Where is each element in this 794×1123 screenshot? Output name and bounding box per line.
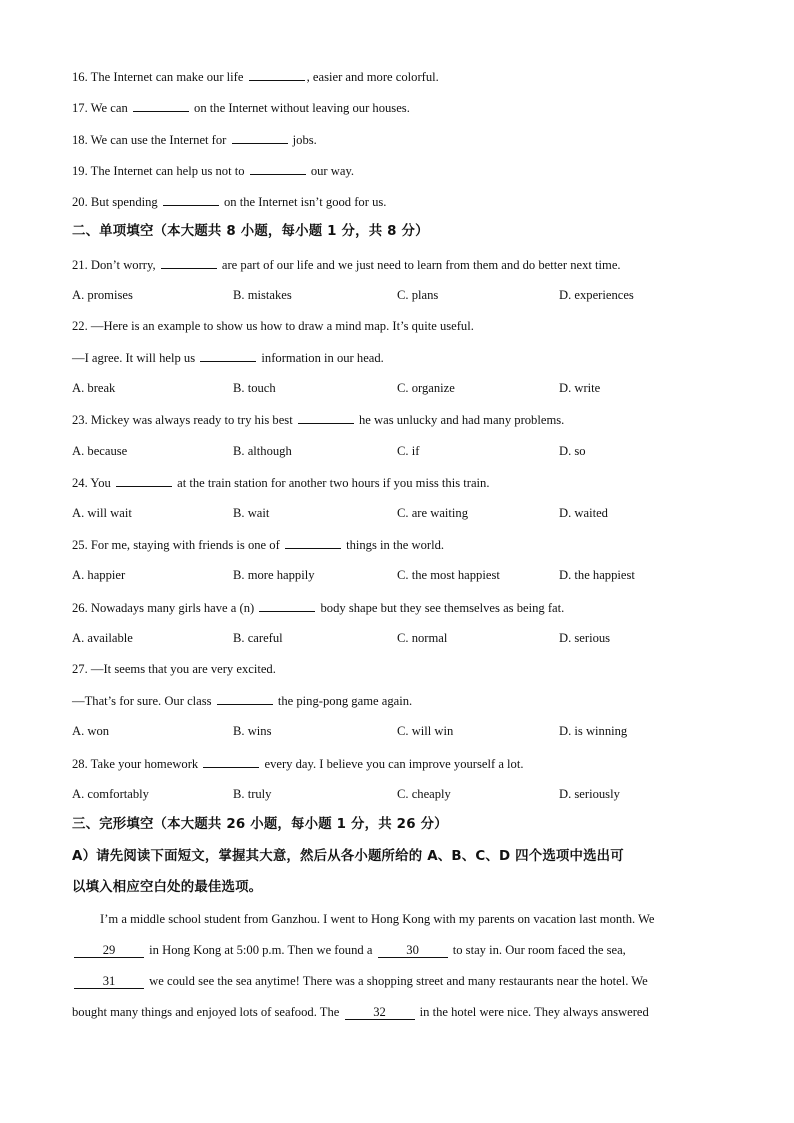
option-c[interactable]: C. if (397, 444, 420, 458)
option-b[interactable]: B. wait (233, 506, 270, 520)
answer-blank[interactable] (200, 349, 256, 362)
question-text: things in the world. (342, 538, 445, 552)
question-text: he was unlucky and had many problems. (355, 413, 565, 427)
option-c[interactable]: C. will win (397, 724, 454, 738)
passage-line: I’m a middle school student from Ganzhou. I went to Hong Kong with my parents on vacation last month. We (100, 912, 655, 926)
answer-blank[interactable] (217, 692, 273, 705)
answer-blank[interactable] (250, 162, 306, 175)
question-text: our way. (307, 164, 355, 178)
option-a[interactable]: A. available (72, 631, 133, 645)
answer-blank[interactable] (285, 536, 341, 549)
answer-blank[interactable] (116, 474, 172, 487)
section-instruction: A）请先阅读下面短文，掌握其大意，然后从各小题所给的 A、B、C、D 四个选项中选出可 (72, 849, 624, 864)
answer-blank[interactable] (259, 599, 315, 612)
cloze-blank-29[interactable]: 29 (74, 943, 144, 958)
section-instruction: 以填入相应空白处的最佳选项。 (72, 880, 263, 895)
question-16 (72, 68, 439, 85)
option-a[interactable]: A. will wait (72, 506, 132, 520)
question-text: , easier and more colorful. (306, 70, 439, 84)
passage-line (72, 973, 722, 989)
option-d[interactable]: D. experiences (559, 288, 634, 302)
option-a[interactable]: A. promises (72, 288, 133, 302)
question-26 (72, 599, 564, 616)
question-18 (72, 131, 317, 148)
question-text: 23. Mickey was always ready to try his best (72, 413, 296, 427)
question-text: 16. The Internet can make our life (72, 70, 247, 84)
question-text: 28. Take your homework (72, 757, 202, 771)
option-a[interactable]: A. won (72, 724, 110, 738)
question-text: at the train station for another two hours if you miss this train. (174, 476, 490, 490)
passage-text: we could see the sea anytime! There was a shopping street and many restaurants near the hotel. We (146, 974, 648, 988)
option-b[interactable]: B. truly (233, 787, 272, 801)
question-22-prompt: 22. —Here is an example to show us how to draw a mind map. It’s quite useful. (72, 319, 474, 333)
option-c[interactable]: C. cheaply (397, 787, 451, 801)
question-text: 26. Nowadays many girls have a (n) (72, 601, 258, 615)
question-text: 19. The Internet can help us not to (72, 164, 248, 178)
option-d[interactable]: D. seriously (559, 787, 620, 801)
question-28 (72, 755, 524, 772)
passage-text: in the hotel were nice. They always answered (416, 1005, 649, 1019)
answer-blank[interactable] (163, 193, 219, 206)
question-text: are part of our life and we just need to learn from them and do better next time. (218, 258, 621, 272)
question-text: 24. You (72, 476, 114, 490)
option-d[interactable]: D. so (559, 444, 586, 458)
option-c[interactable]: C. plans (397, 288, 439, 302)
option-a[interactable]: A. happier (72, 568, 126, 582)
question-17 (72, 99, 410, 116)
question-27 (72, 692, 412, 709)
question-27-prompt: 27. —It seems that you are very excited. (72, 662, 276, 676)
question-21 (72, 256, 621, 273)
answer-blank[interactable] (232, 131, 288, 144)
answer-blank[interactable] (249, 68, 305, 81)
option-a[interactable]: A. because (72, 444, 128, 458)
question-text: information in our head. (258, 351, 384, 365)
question-text: the ping-pong game again. (274, 694, 413, 708)
cloze-blank-32[interactable]: 32 (345, 1005, 415, 1020)
answer-blank[interactable] (298, 411, 354, 424)
question-text: on the Internet isn’t good for us. (220, 195, 387, 209)
answer-blank[interactable] (203, 755, 259, 768)
question-text: on the Internet without leaving our houses. (190, 101, 410, 115)
passage-text: in Hong Kong at 5:00 p.m. Then we found a (146, 943, 376, 957)
question-text: every day. I believe you can improve yourself a lot. (261, 757, 524, 771)
option-b[interactable]: B. touch (233, 381, 276, 395)
question-24 (72, 474, 490, 491)
question-text: jobs. (289, 133, 317, 147)
question-text: 20. But spending (72, 195, 161, 209)
question-25 (72, 536, 444, 553)
option-c[interactable]: C. organize (397, 381, 455, 395)
question-19 (72, 162, 354, 179)
option-b[interactable]: B. more happily (233, 568, 315, 582)
question-text: 25. For me, staying with friends is one of (72, 538, 283, 552)
option-c[interactable]: C. the most happiest (397, 568, 500, 582)
option-c[interactable]: C. normal (397, 631, 448, 645)
option-d[interactable]: D. waited (559, 506, 608, 520)
option-b[interactable]: B. mistakes (233, 288, 292, 302)
question-text: 21. Don’t worry, (72, 258, 159, 272)
section-heading: 三、完形填空（本大题共 26 小题，每小题 1 分，共 26 分） (72, 817, 448, 832)
option-c[interactable]: C. are waiting (397, 506, 468, 520)
question-text: —I agree. It will help us (72, 351, 199, 365)
answer-blank[interactable] (161, 256, 217, 269)
option-d[interactable]: D. serious (559, 631, 611, 645)
cloze-blank-31[interactable]: 31 (74, 974, 144, 989)
question-23 (72, 411, 564, 428)
question-text: body shape but they see themselves as being fat. (317, 601, 565, 615)
passage-line (72, 942, 722, 958)
option-d[interactable]: D. the happiest (559, 568, 635, 582)
passage-text: bought many things and enjoyed lots of seafood. The (72, 1005, 343, 1019)
option-d[interactable]: D. is winning (559, 724, 628, 738)
section-heading: 二、单项填空（本大题共 8 小题，每小题 1 分，共 8 分） (72, 224, 429, 239)
option-b[interactable]: B. careful (233, 631, 283, 645)
question-text: —That’s for sure. Our class (72, 694, 215, 708)
option-a[interactable]: A. comfortably (72, 787, 149, 801)
question-22 (72, 349, 384, 366)
question-20 (72, 193, 386, 210)
passage-line (72, 1004, 722, 1020)
option-d[interactable]: D. write (559, 381, 601, 395)
answer-blank[interactable] (133, 99, 189, 112)
option-b[interactable]: B. wins (233, 724, 272, 738)
question-text: 17. We can (72, 101, 131, 115)
option-b[interactable]: B. although (233, 444, 292, 458)
question-text: 18. We can use the Internet for (72, 133, 230, 147)
passage-text: to stay in. Our room faced the sea, (449, 943, 626, 957)
option-a[interactable]: A. break (72, 381, 116, 395)
cloze-blank-30[interactable]: 30 (378, 943, 448, 958)
